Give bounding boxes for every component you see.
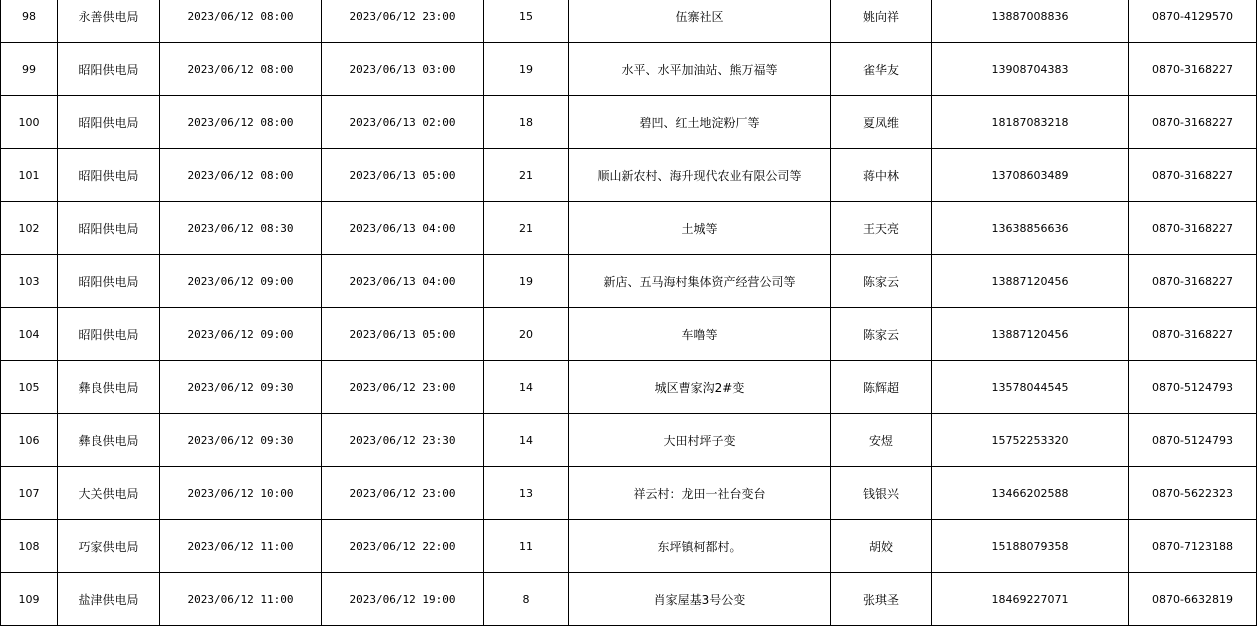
end-time-cell: 2023/06/12 22:00 — [322, 520, 484, 573]
mobile-number-cell: 13708603489 — [932, 149, 1129, 202]
affected-area-cell: 顺山新农村、海升现代农业有限公司等 — [569, 149, 831, 202]
end-time-cell: 2023/06/13 04:00 — [322, 255, 484, 308]
duration-cell: 13 — [484, 467, 569, 520]
contact-person-cell: 陈辉超 — [831, 361, 932, 414]
table-row — [1, 43, 1257, 96]
contact-person-cell: 胡姣 — [831, 520, 932, 573]
affected-area-cell: 车噜等 — [569, 308, 831, 361]
mobile-number-cell: 18469227071 — [932, 573, 1129, 626]
end-time-cell: 2023/06/13 04:00 — [322, 202, 484, 255]
mobile-number-cell: 13887120456 — [932, 308, 1129, 361]
duration-cell: 18 — [484, 96, 569, 149]
bureau-cell: 昭阳供电局 — [58, 255, 160, 308]
affected-area-cell: 新店、五马海村集体资产经营公司等 — [569, 255, 831, 308]
duration-cell: 21 — [484, 149, 569, 202]
table-body — [1, 0, 1257, 626]
start-time-cell: 2023/06/12 11:00 — [160, 520, 322, 573]
bureau-cell: 昭阳供电局 — [58, 308, 160, 361]
end-time-cell: 2023/06/12 23:00 — [322, 0, 484, 43]
row-number-cell: 102 — [1, 202, 58, 255]
office-phone-cell: 0870-6632819 — [1129, 573, 1257, 626]
duration-cell: 19 — [484, 43, 569, 96]
contact-person-cell: 张琪圣 — [831, 573, 932, 626]
start-time-cell: 2023/06/12 08:00 — [160, 43, 322, 96]
duration-cell: 20 — [484, 308, 569, 361]
duration-cell: 14 — [484, 414, 569, 467]
row-number-cell: 107 — [1, 467, 58, 520]
affected-area-cell: 祥云村：龙田一社台变台 — [569, 467, 831, 520]
office-phone-cell: 0870-5124793 — [1129, 361, 1257, 414]
row-number-cell: 103 — [1, 255, 58, 308]
row-number-cell: 99 — [1, 43, 58, 96]
end-time-cell: 2023/06/13 03:00 — [322, 43, 484, 96]
table-row — [1, 308, 1257, 361]
bureau-cell: 昭阳供电局 — [58, 149, 160, 202]
start-time-cell: 2023/06/12 10:00 — [160, 467, 322, 520]
contact-person-cell: 王天亮 — [831, 202, 932, 255]
end-time-cell: 2023/06/13 05:00 — [322, 149, 484, 202]
row-number-cell: 98 — [1, 0, 58, 43]
office-phone-cell: 0870-3168227 — [1129, 96, 1257, 149]
start-time-cell: 2023/06/12 09:00 — [160, 308, 322, 361]
duration-cell: 14 — [484, 361, 569, 414]
mobile-number-cell: 13908704383 — [932, 43, 1129, 96]
duration-cell: 21 — [484, 202, 569, 255]
row-number-cell: 106 — [1, 414, 58, 467]
bureau-cell: 昭阳供电局 — [58, 43, 160, 96]
duration-cell: 8 — [484, 573, 569, 626]
affected-area-cell: 水平、水平加油站、熊万福等 — [569, 43, 831, 96]
office-phone-cell: 0870-3168227 — [1129, 308, 1257, 361]
start-time-cell: 2023/06/12 09:30 — [160, 414, 322, 467]
end-time-cell: 2023/06/12 23:30 — [322, 414, 484, 467]
row-number-cell: 101 — [1, 149, 58, 202]
duration-cell: 19 — [484, 255, 569, 308]
end-time-cell: 2023/06/13 05:00 — [322, 308, 484, 361]
contact-person-cell: 安煜 — [831, 414, 932, 467]
start-time-cell: 2023/06/12 08:00 — [160, 149, 322, 202]
contact-person-cell: 陈家云 — [831, 255, 932, 308]
table-row — [1, 0, 1257, 43]
table-row — [1, 467, 1257, 520]
affected-area-cell: 伍寨社区 — [569, 0, 831, 43]
row-number-cell: 105 — [1, 361, 58, 414]
start-time-cell: 2023/06/12 08:00 — [160, 0, 322, 43]
bureau-cell: 巧家供电局 — [58, 520, 160, 573]
bureau-cell: 彝良供电局 — [58, 361, 160, 414]
office-phone-cell: 0870-5124793 — [1129, 414, 1257, 467]
table-row — [1, 573, 1257, 626]
end-time-cell: 2023/06/12 19:00 — [322, 573, 484, 626]
bureau-cell: 大关供电局 — [58, 467, 160, 520]
bureau-cell: 昭阳供电局 — [58, 202, 160, 255]
row-number-cell: 108 — [1, 520, 58, 573]
affected-area-cell: 城区曹家沟2#变 — [569, 361, 831, 414]
mobile-number-cell: 13887120456 — [932, 255, 1129, 308]
table-row — [1, 520, 1257, 573]
affected-area-cell: 土城等 — [569, 202, 831, 255]
mobile-number-cell: 13466202588 — [932, 467, 1129, 520]
table-row — [1, 361, 1257, 414]
contact-person-cell: 蒋中林 — [831, 149, 932, 202]
row-number-cell: 100 — [1, 96, 58, 149]
contact-person-cell: 钱银兴 — [831, 467, 932, 520]
mobile-number-cell: 15752253320 — [932, 414, 1129, 467]
end-time-cell: 2023/06/13 02:00 — [322, 96, 484, 149]
office-phone-cell: 0870-3168227 — [1129, 202, 1257, 255]
bureau-cell: 盐津供电局 — [58, 573, 160, 626]
affected-area-cell: 肖家屋基3号公变 — [569, 573, 831, 626]
mobile-number-cell: 13887008836 — [932, 0, 1129, 43]
office-phone-cell: 0870-7123188 — [1129, 520, 1257, 573]
mobile-number-cell: 13578044545 — [932, 361, 1129, 414]
mobile-number-cell: 18187083218 — [932, 96, 1129, 149]
end-time-cell: 2023/06/12 23:00 — [322, 467, 484, 520]
row-number-cell: 104 — [1, 308, 58, 361]
start-time-cell: 2023/06/12 11:00 — [160, 573, 322, 626]
table-row — [1, 96, 1257, 149]
office-phone-cell: 0870-3168227 — [1129, 255, 1257, 308]
bureau-cell: 昭阳供电局 — [58, 96, 160, 149]
contact-person-cell: 姚向祥 — [831, 0, 932, 43]
affected-area-cell: 东坪镇柯都村。 — [569, 520, 831, 573]
office-phone-cell: 0870-3168227 — [1129, 149, 1257, 202]
row-number-cell: 109 — [1, 573, 58, 626]
contact-person-cell: 陈家云 — [831, 308, 932, 361]
end-time-cell: 2023/06/12 23:00 — [322, 361, 484, 414]
start-time-cell: 2023/06/12 08:00 — [160, 96, 322, 149]
affected-area-cell: 碧凹、红土地淀粉厂等 — [569, 96, 831, 149]
table-row — [1, 202, 1257, 255]
mobile-number-cell: 13638856636 — [932, 202, 1129, 255]
table-row — [1, 149, 1257, 202]
table-row — [1, 255, 1257, 308]
start-time-cell: 2023/06/12 09:30 — [160, 361, 322, 414]
contact-person-cell: 夏凤维 — [831, 96, 932, 149]
office-phone-cell: 0870-3168227 — [1129, 43, 1257, 96]
start-time-cell: 2023/06/12 08:30 — [160, 202, 322, 255]
bureau-cell: 彝良供电局 — [58, 414, 160, 467]
duration-cell: 11 — [484, 520, 569, 573]
office-phone-cell: 0870-4129570 — [1129, 0, 1257, 43]
duration-cell: 15 — [484, 0, 569, 43]
contact-person-cell: 雀华友 — [831, 43, 932, 96]
table-row — [1, 414, 1257, 467]
mobile-number-cell: 15188079358 — [932, 520, 1129, 573]
bureau-cell: 永善供电局 — [58, 0, 160, 43]
office-phone-cell: 0870-5622323 — [1129, 467, 1257, 520]
start-time-cell: 2023/06/12 09:00 — [160, 255, 322, 308]
affected-area-cell: 大田村坪子变 — [569, 414, 831, 467]
